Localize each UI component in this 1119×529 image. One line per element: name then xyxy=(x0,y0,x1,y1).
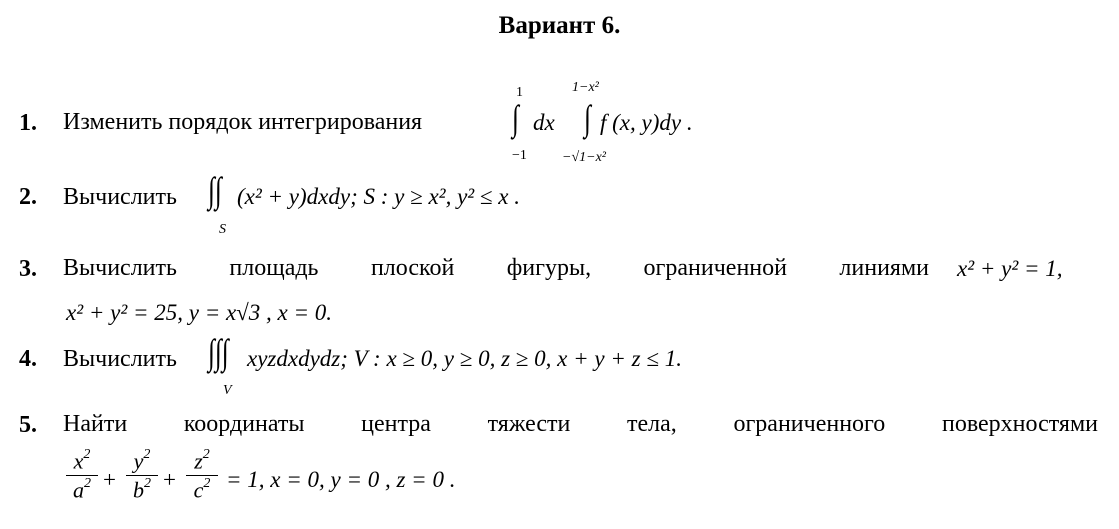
t2-region: S xyxy=(219,222,226,237)
task-1-text: Изменить порядок интегрирования xyxy=(63,109,423,135)
triple-integral-sign: ∫∫∫ xyxy=(208,332,229,372)
double-integral-sign: ∫∫ xyxy=(208,170,222,210)
t4-region: V xyxy=(223,383,232,398)
task-2-text: Вычислить xyxy=(63,184,177,210)
t3-circle-1: x² + y² = 1, xyxy=(957,256,1063,281)
task-3-text: Вычислить площадь плоской фигуры, ограниченной линиями xyxy=(63,255,929,281)
task-4-text: Вычислить xyxy=(63,346,177,372)
t5-frac-y: $y^2$ $b^2$ xyxy=(126,450,158,502)
t1-dx: dx xyxy=(533,110,555,135)
t3-lines: x² + y² = 25, y = x√3 , x = 0. xyxy=(66,300,333,325)
task-1-number: 1. xyxy=(19,110,37,136)
t1-inner-lower-limit: −√1−x² xyxy=(562,150,606,165)
t4-integrand: xyzdxdydz; V : x ≥ 0, y ≥ 0, z ≥ 0, x + y + z ≤ 1. xyxy=(247,346,682,371)
integral-sign: ∫ xyxy=(584,98,591,138)
plus-sign: + xyxy=(163,467,176,492)
t5-frac-x: $x^2$ $a^2$ xyxy=(66,450,98,502)
t2-integrand: (x² + y)dxdy; S : y ≥ x², y² ≤ x . xyxy=(237,184,521,209)
plus-sign: + xyxy=(103,467,116,492)
t1-integrand: f (x, y)dy . xyxy=(600,110,693,135)
t1-inner-upper-limit: 1−x² xyxy=(572,80,599,95)
task-4-number: 4. xyxy=(19,346,37,372)
task-3-number: 3. xyxy=(19,256,37,282)
page-title: Вариант 6. xyxy=(498,12,621,39)
task-5-text: Найти координаты центра тяжести тела, ограниченного поверхностями xyxy=(63,411,1098,437)
t1-outer-lower-limit: −1 xyxy=(512,148,527,163)
t5-frac-z: $z^2$ $c^2$ xyxy=(186,450,218,502)
t1-outer-upper-limit: 1 xyxy=(516,85,523,100)
integral-sign: ∫ xyxy=(512,98,519,138)
task-5-number: 5. xyxy=(19,412,37,438)
t5-rest: = 1, x = 0, y = 0 , z = 0 . xyxy=(226,467,456,492)
task-2-number: 2. xyxy=(19,184,37,210)
